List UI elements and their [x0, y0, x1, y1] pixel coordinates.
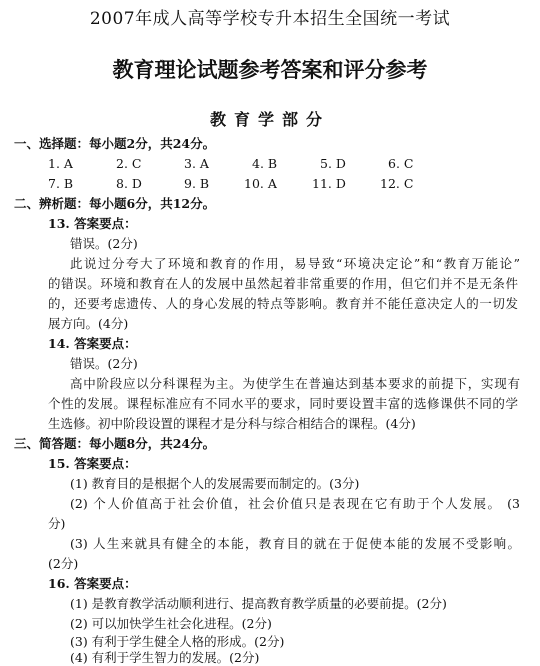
document-title: 教育理论试题参考答案和评分参考: [112, 57, 428, 82]
q14-judgment: 错误。(2分): [70, 356, 138, 371]
q16-point: (2) 可以加快学生社会化进程。(2分): [70, 616, 272, 631]
part-title: 教育学部分: [209, 110, 330, 129]
answer-item: 5. D: [320, 156, 346, 171]
q15-label: 15. 答案要点：: [48, 456, 137, 471]
answer-item: 6. C: [388, 156, 414, 171]
answer-item: 1. A: [48, 156, 73, 171]
answer-item: 10. A: [244, 176, 277, 191]
q13-text-line: 的错误。环境和教育在人的发展中虽然起着非常重要的作用，但它们并不是无条件: [48, 276, 518, 291]
answer-item: 11. D: [312, 176, 346, 191]
answer-item: 4. B: [252, 156, 278, 171]
answer-item: 9. B: [184, 176, 210, 191]
q15-point-cont: (2分): [48, 556, 79, 571]
q16-point: (3) 有利于学生健全人格的形成。(2分): [70, 634, 285, 649]
q13-text-line: 展方向。(4分): [48, 316, 129, 331]
q13-label: 13. 答案要点：: [48, 216, 137, 231]
q15-point: (1) 教育目的是根据个人的发展需要而制定的。(3分): [70, 476, 360, 491]
section-2-heading: 二、辨析题：每小题6分，共12分。: [14, 196, 216, 211]
section-1-heading: 一、选择题：每小题2分，共24分。: [14, 136, 216, 151]
q16-point: (1) 是教育教学活动顺利进行、提高教育教学质量的必要前提。(2分): [70, 596, 447, 611]
q14-label: 14. 答案要点：: [48, 336, 137, 351]
q15-point-cont: 分): [48, 516, 66, 531]
q14-text-line: 高中阶段应以分科课程为主。为使学生在普遍达到基本要求的前提下，实现有: [70, 376, 520, 391]
q13-text-line: 的，还要考虑遗传、人的身心发展的特点等影响。教育并不能任意决定人的一切发: [48, 296, 518, 311]
q16-label: 16. 答案要点：: [48, 576, 137, 591]
q15-point: (3) 人生来就具有健全的本能，教育目的就在于促使本能的发展不受影响。: [70, 536, 520, 551]
section-3-heading: 三、简答题：每小题8分，共24分。: [14, 436, 216, 451]
q16-point: (4) 有利于学生智力的发展。(2分): [70, 650, 260, 665]
q14-text-line: 生选修。初中阶段设置的课程才是分科与综合相结合的课程。(4分): [48, 416, 416, 431]
answer-item: 3. A: [184, 156, 209, 171]
q15-point: (2) 个人价值高于社会价值，社会价值只是表现在它有助于个人发展。 (3: [70, 496, 520, 511]
q13-judgment: 错误。(2分): [70, 236, 138, 251]
answer-item: 2. C: [116, 156, 142, 171]
q14-text-line: 个性的发展。课程标准应有不同水平的要求，同时要设置丰富的选修课供不同的学: [48, 396, 518, 411]
answer-item: 12. C: [380, 176, 414, 191]
exam-title: 2007年成人高等学校专升本招生全国统一考试: [89, 9, 451, 29]
answer-item: 7. B: [48, 176, 74, 191]
q13-text-line: 此说过分夸大了环境和教育的作用，易导致“环境决定论”和“教育万能论”: [70, 256, 520, 271]
answer-item: 8. D: [116, 176, 142, 191]
